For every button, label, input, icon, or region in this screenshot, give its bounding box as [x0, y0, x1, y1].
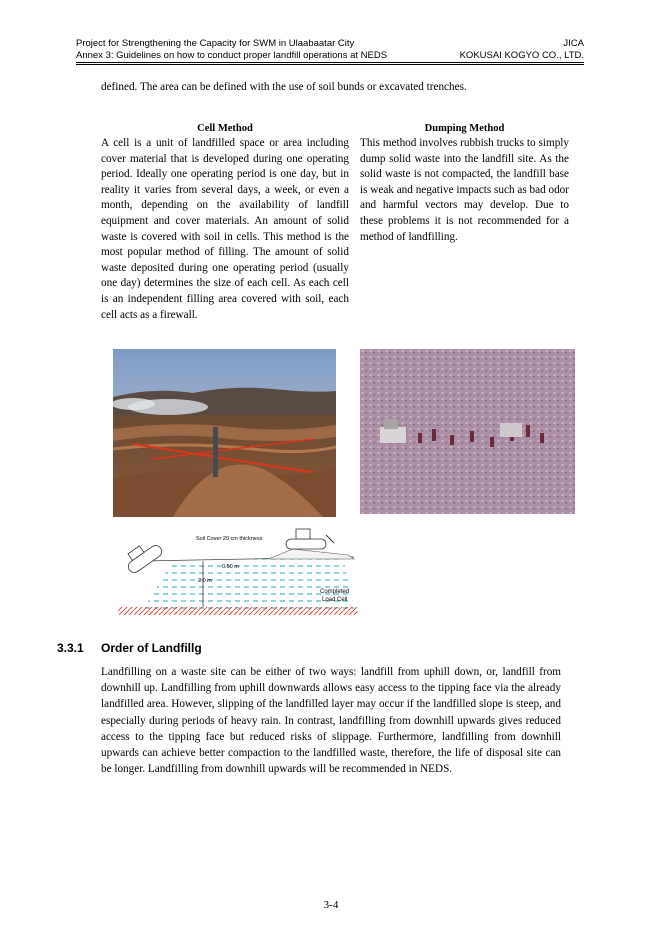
dumping-method-title: Dumping Method	[424, 123, 505, 134]
diagram-thickness-mid: 2.0 m	[198, 578, 212, 584]
section-heading	[57, 641, 202, 655]
cell-method-photo	[113, 349, 336, 517]
cell-method-text: A cell is a unit of landfilled space or area including cover material that is developed during one operating period. Ideally one operating period is one day, but in reality it varies from several days, a week, or even a month, depending on the availability of landfill equipment and cover materials. An amount of solid waste is covered with soil in cells. This method is the most popular method of filling. The amount of solid waste deposited during one operating period (usually one day) determines the size of each cell. As each cell is an independent filling area covered with soil, each cell acts as a firewall.	[101, 137, 349, 321]
intro-paragraph: defined. The area can be defined with the use of soil bunds or excavated trenches.	[101, 81, 467, 93]
header-rule	[76, 62, 584, 63]
header-rule-thin	[76, 64, 584, 65]
section-body: Landfilling on a waste site can be either of two ways: landfill from uphill down, or, landfill from downhill up. Landfilling from uphill downwards allows easy access to the tipping face via the already landfilled area. However, slipping of the landfilled layer may occur if the landfilled slope is steep, and especially during periods of heavy rain. In contrast, landfilling from downhill upwards gives reduced access to the tipping face but reduced risks of slippage. Furthermore, landfilling from downhill upwards can achieve better compaction to the landfilled waste, therefore, the life of disposal site can be longer. Landfilling from downhill upwards will be recommended in NEDS.	[101, 666, 561, 776]
header-company: KOKUSAI KOGYO CO., LTD.	[459, 50, 584, 61]
cell-method-column	[101, 122, 349, 323]
header-annex: Annex 3: Guidelines on how to conduct proper landfill operations at NEDS	[76, 50, 388, 61]
cell-diagram	[118, 521, 358, 616]
dumping-method-text: This method involves rubbish trucks to simply dump solid waste into the landfill site. As the solid waste is not compacted, the landfill base is weak and negative impacts such as bad odor and harmful vectors may develop. Due to these problems it is not recommended for a method of landfilling.	[360, 137, 569, 243]
cell-method-title: Cell Method	[197, 123, 253, 134]
diagram-soil-cover-label: Soil Cover 20 cm thickness	[196, 536, 263, 542]
section-title: Order of Landfillg	[101, 641, 202, 655]
header-org: JICA	[563, 38, 584, 49]
section-number: 3.3.1	[57, 641, 84, 655]
diagram-thickness-top: 0.50 m	[222, 564, 239, 570]
page-header	[76, 38, 584, 62]
diagram-completed-label: Completed	[320, 589, 350, 595]
diagram-load-cell-label: Load Cell	[322, 597, 348, 603]
page-number: 3-4	[323, 899, 339, 911]
dumping-method-column	[360, 122, 569, 245]
dumping-method-photo	[360, 349, 575, 514]
header-project: Project for Strengthening the Capacity for SWM in Ulaabaatar City	[76, 38, 355, 49]
